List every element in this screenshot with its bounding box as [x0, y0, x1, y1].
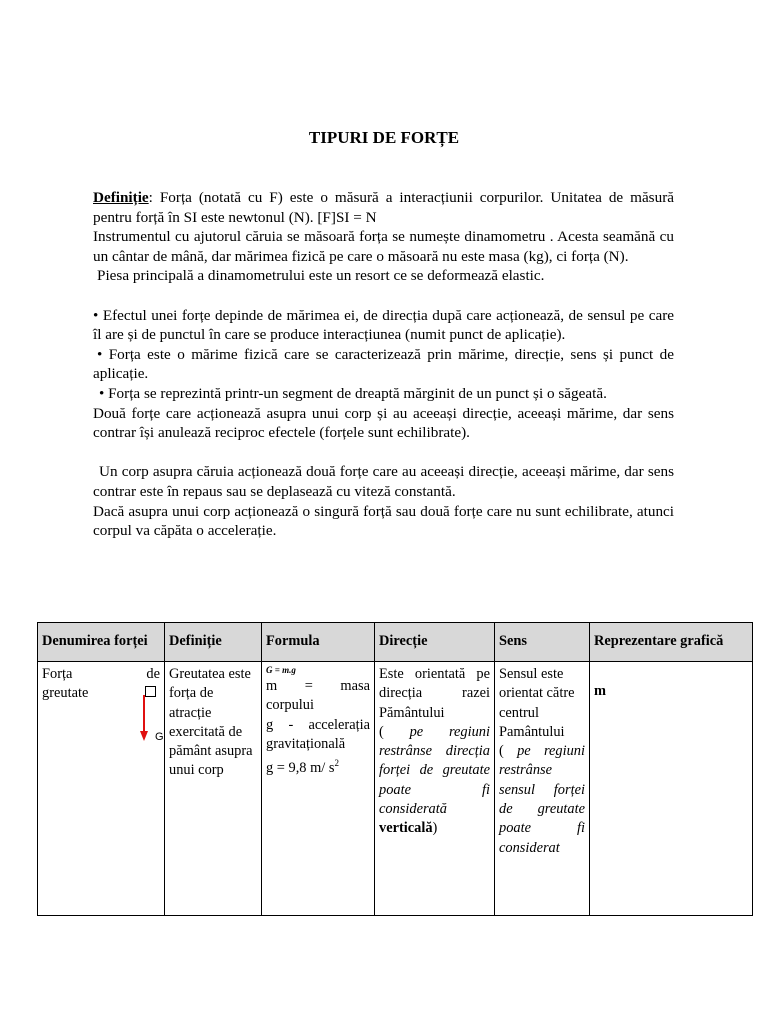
sense-note: ( pe regiuni restrânse sensul forței de greutate poate fi considerat [499, 743, 585, 856]
sense-text: Sensul este orientat către centrul Pamântului [499, 666, 575, 740]
cell-definition [165, 662, 262, 916]
force-name-word2: de [146, 666, 160, 682]
forces-table [37, 622, 753, 916]
page-title: TIPURI DE FORȚE [308, 128, 460, 147]
formula-mass: m = masa corpului [266, 678, 370, 714]
document-body [93, 188, 674, 541]
definition-paragraph [93, 188, 674, 227]
cell-representation [590, 662, 753, 916]
force-name-word1: Forța [42, 666, 73, 682]
header-representation: Reprezentare grafică [590, 623, 753, 662]
table-header-row [38, 623, 753, 662]
header-name: Denumirea forței [38, 623, 165, 662]
bullet-effect: • Efectul unei forțe depinde de mărimea ei, de direcția după care acționează, de sensul pe care îl are și de punctul în care se produce interacțiunea (numit punct de aplicație). [93, 306, 674, 344]
cell-formula [262, 662, 375, 916]
rest-paragraph: Un corp asupra căruia acționează două forțe care au aceeași direcție, aceeași mărime, dar sens contrar este în repaus sau se deplasează cu viteză constantă. [93, 463, 674, 500]
force-vector-arrow-icon [138, 693, 150, 743]
acceleration-paragraph: Dacă asupra unui corp acționează o singură forță sau două forțe care nu sunt echilibrate, atunci corpul va căpăta o accelerație. [93, 502, 674, 540]
instrument-paragraph: Instrumentul cu ajutorul căruia se măsoară forța se numește dinamometru . Acesta seamănă cu un cântar de mână, dar mărimea fizică pe care o măsoară nu este masa (kg), ci forța (N). [93, 228, 674, 265]
balanced-forces-paragraph: Două forțe care acționează asupra unui corp și au aceeași direcție, aceeași mărime, dar sens contrar își anulează reciproc efectele (forțele sunt echilibrate). [93, 404, 674, 442]
definition-text: : Forța (notată cu F) este o măsură a interacțiunii corpurilor. Unitatea de măsură pentru forță în SI este newtonul (N). [F]SI = N [93, 189, 674, 226]
cell-force-name [38, 662, 165, 916]
cell-sense [495, 662, 590, 916]
header-sense: Sens [495, 623, 590, 662]
definition-label: Definiție [93, 189, 149, 206]
vector-label: G [155, 731, 164, 743]
header-definition: Definiție [165, 623, 262, 662]
direction-note: ( pe regiuni restrânse direcția forței de greutate poate fi considerată verticală) [379, 723, 490, 837]
formula-g-def: g - accelerația gravitațională [266, 716, 370, 752]
header-direction: Direcție [375, 623, 495, 662]
formula-g-value: g = 9,8 m/ $s^2$ [266, 758, 339, 776]
cell-direction [375, 662, 495, 916]
force-name-line2: greutate [42, 685, 89, 702]
formula-expression: G = m.g [266, 665, 296, 675]
weight-definition: Greutatea este forța de atracție exercitată de pământ asupra unui corp [169, 666, 253, 779]
bullet-characteristics: • Forța este o mărime fizică care se caracterizează prin mărime, direcție, sens și punct de aplicație. [93, 345, 674, 383]
representation-text: m [594, 683, 606, 699]
table-row [38, 662, 753, 916]
bullet-representation: • Forța se reprezintă printr-un segment de dreaptă mărginit de un punct și o săgeată. [99, 384, 607, 402]
spring-paragraph: Piesa principală a dinamometrului este un resort ce se deformează elastic. [97, 267, 545, 285]
header-formula: Formula [262, 623, 375, 662]
direction-text: Este orientată pe direcția razei Pământului [379, 666, 490, 721]
